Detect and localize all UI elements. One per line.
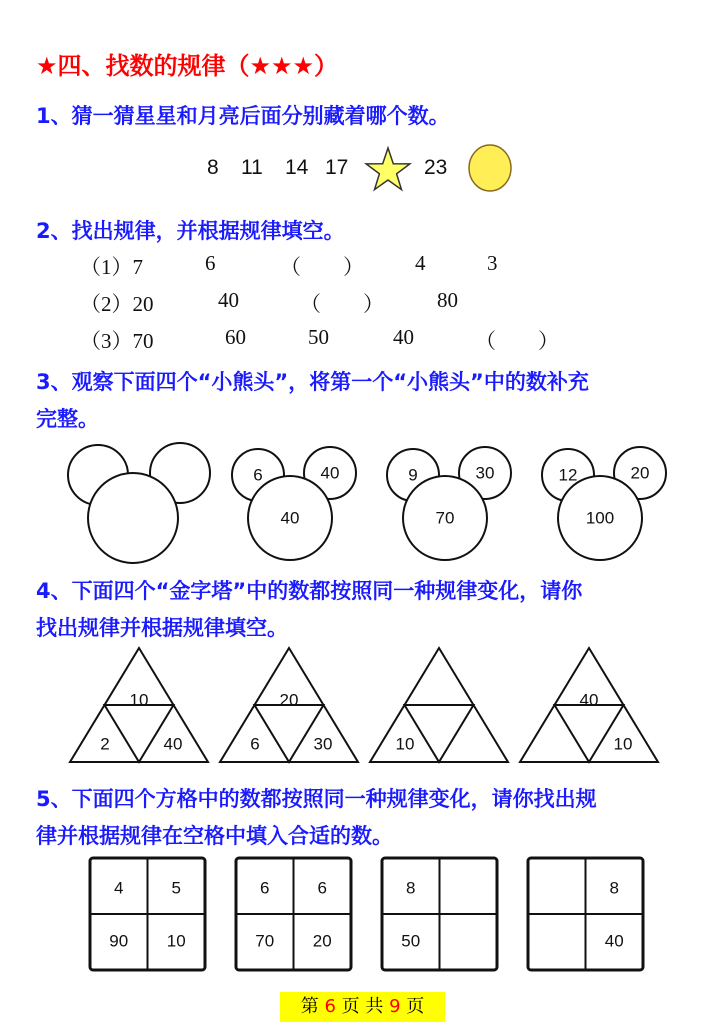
question-5-title-1: 5、下面四个方格中的数都按照同一种规律变化，请你找出规	[36, 787, 597, 811]
pyramid-left-number: 2	[100, 734, 110, 754]
pyramid-top-number: 20	[279, 690, 299, 710]
sequence-cell: （1）7	[80, 255, 143, 279]
question-5-title-2: 律并根据规律在空格中填入合适的数。	[36, 824, 393, 848]
sequence-cell: （2）20	[80, 292, 154, 316]
seq-4: 17	[325, 156, 349, 179]
seq-2: 11	[241, 156, 263, 179]
grid-cell-number: 20	[312, 931, 332, 951]
footer-text: 第	[300, 996, 319, 1017]
sequence-cell: 60	[225, 325, 246, 349]
star-icon	[366, 148, 410, 190]
sequence-cell: 80	[437, 288, 458, 312]
pyramid-left-number: 6	[250, 734, 260, 754]
current-page: 6	[324, 996, 336, 1017]
pyramid-left-number: 10	[395, 734, 415, 754]
grid-cell-number: 4	[114, 878, 124, 898]
bear-right-number: 30	[475, 463, 495, 483]
question-2-title: 2、找出规律，并根据规律填空。	[36, 219, 345, 243]
section-title: ★四、找数的规律（★★★）	[36, 52, 339, 80]
pyramid-right-number: 30	[313, 734, 333, 754]
grid-cell-number: 90	[109, 931, 129, 951]
seq-5: 23	[424, 156, 448, 179]
sequence-cell: 40	[218, 288, 239, 312]
moon-icon	[469, 145, 511, 191]
pyramid-right-number: 40	[163, 734, 183, 754]
bear-right-number: 40	[320, 463, 340, 483]
sequence-cell: 3	[487, 251, 498, 275]
sequence-cell: 4	[415, 251, 426, 275]
page-footer	[280, 992, 445, 1022]
grid-cell-number: 10	[166, 931, 186, 951]
grid-cell-number: 70	[255, 931, 275, 951]
bear-head-number: 70	[435, 508, 455, 528]
question-4-title-1: 4、下面四个“金字塔”中的数都按照同一种规律变化，请你	[36, 579, 583, 603]
pyramid-right-number: 10	[613, 734, 633, 754]
bear-left-number: 6	[253, 465, 263, 485]
seq-1: 8	[207, 156, 219, 179]
question-4-title-2: 找出规律并根据规律填空。	[36, 616, 288, 640]
grid-cell-number: 40	[604, 931, 624, 951]
grid-cell-number: 50	[401, 931, 421, 951]
question-1-title: 1、猜一猜星星和月亮后面分别藏着哪个数。	[36, 104, 450, 128]
question-3-title-1: 3、观察下面四个“小熊头”，将第一个“小熊头”中的数补充	[36, 370, 589, 394]
footer-text: 页	[406, 996, 425, 1017]
sequence-cell[interactable]: （ ）	[300, 292, 384, 316]
pyramid-top-number: 10	[129, 690, 149, 710]
bear-left-number: 9	[408, 465, 418, 485]
grid-cell-number: 6	[260, 878, 270, 898]
footer-text: 页 共	[341, 996, 384, 1017]
bear-head-number: 100	[585, 508, 615, 528]
bear-head-number: 40	[280, 508, 300, 528]
bear-right-number: 20	[630, 463, 650, 483]
grid-cell-number: 6	[317, 878, 327, 898]
grid-cell-number: 8	[609, 878, 619, 898]
sequence-cell[interactable]: （ ）	[475, 329, 559, 353]
bear-left-number: 12	[558, 465, 578, 485]
bear-head-circle	[88, 473, 178, 563]
total-pages: 9	[389, 996, 401, 1017]
sequence-cell: （3）70	[80, 329, 154, 353]
sequence-cell: 50	[308, 325, 329, 349]
seq-3: 14	[285, 156, 309, 179]
pyramid-top-number: 40	[579, 690, 599, 710]
question-3-title-2: 完整。	[36, 407, 99, 431]
sequence-cell[interactable]: （ ）	[280, 255, 364, 279]
sequence-cell: 6	[205, 251, 216, 275]
grid-cell-number: 5	[171, 878, 181, 898]
sequence-cell: 40	[393, 325, 414, 349]
grid-cell-number: 8	[406, 878, 416, 898]
